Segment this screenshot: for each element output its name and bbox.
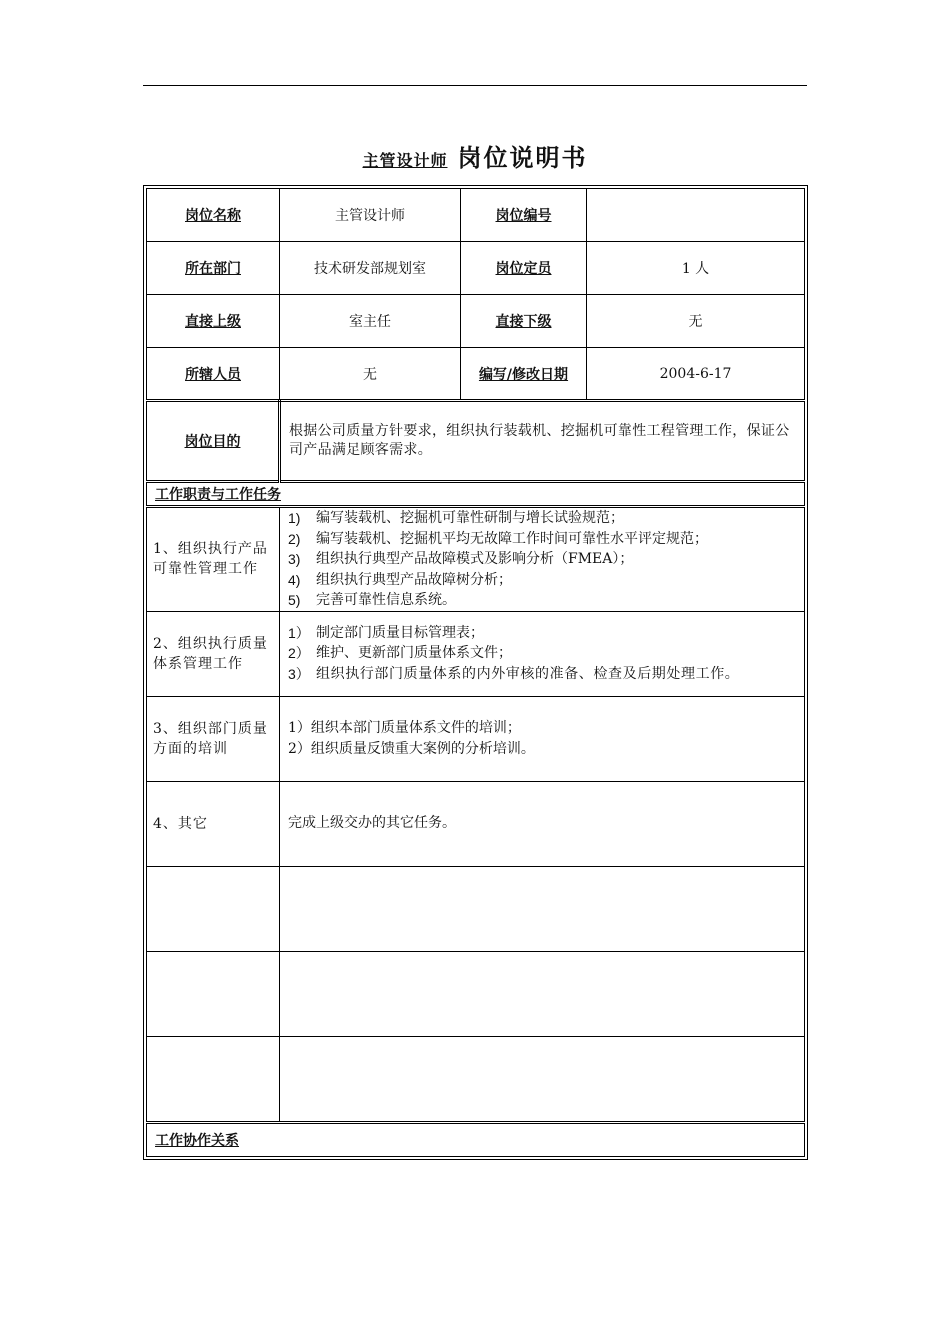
item-text: 编写装载机、挖掘机平均无故障工作时间可靠性水平评定规范； xyxy=(316,530,708,547)
duty-items xyxy=(280,781,805,866)
item-text: 编写装载机、挖掘机可靠性研制与增长试验规范； xyxy=(316,510,624,526)
duty-item xyxy=(288,529,796,550)
purpose-text: 根据公司质量方针要求，组织执行装载机、挖掘机可靠性工程管理工作，保证公司产品满足顾客需求。 xyxy=(280,401,805,482)
position-name-value: 主管设计师 xyxy=(280,189,461,242)
duty-row-2 xyxy=(147,611,805,696)
duty-row-4 xyxy=(147,781,805,866)
duty-title: 4、其它 xyxy=(147,781,280,866)
empty-cell xyxy=(280,866,805,951)
page-title xyxy=(0,138,950,173)
row-superior xyxy=(147,295,805,348)
duty-title: 2、组织执行质量体系管理工作 xyxy=(147,611,280,696)
position-code-value xyxy=(587,189,805,242)
item-number: 1） xyxy=(288,624,310,641)
item-number: 5) xyxy=(288,592,301,608)
staff-label: 所辖人员 xyxy=(147,348,280,401)
duty-line: 1）组织本部门质量体系文件的培训； xyxy=(288,719,521,736)
empty-cell xyxy=(147,951,280,1036)
item-text: 组织执行典型产品故障模式及影响分析（FMEA）； xyxy=(316,551,634,567)
duty-items xyxy=(280,696,805,781)
empty-cell xyxy=(147,866,280,951)
row-staff xyxy=(147,348,805,401)
duty-item xyxy=(288,664,796,685)
row-purpose xyxy=(147,401,805,482)
staff-value: 无 xyxy=(280,348,461,401)
item-text: 制定部门质量目标管理表； xyxy=(316,624,484,641)
headcount-value: 1 人 xyxy=(587,242,805,295)
duties-header: 工作职责与工作任务 xyxy=(147,482,805,507)
title-main: 岗位说明书 xyxy=(457,144,588,172)
collab-header: 工作协作关系 xyxy=(147,1122,805,1156)
duty-row-1 xyxy=(147,507,805,612)
item-number: 2) xyxy=(288,530,301,547)
row-department xyxy=(147,242,805,295)
duty-title: 3、组织部门质量方面的培训 xyxy=(147,696,280,781)
duty-item xyxy=(288,623,796,644)
headcount-label: 岗位定员 xyxy=(461,242,587,295)
superior-label: 直接上级 xyxy=(147,295,280,348)
department-value: 技术研发部规划室 xyxy=(280,242,461,295)
empty-row xyxy=(147,866,805,951)
subordinate-label: 直接下级 xyxy=(461,295,587,348)
duty-title: 1、组织执行产品可靠性管理工作 xyxy=(147,507,280,612)
date-label: 编写/修改日期 xyxy=(461,348,587,401)
empty-row xyxy=(147,1036,805,1122)
empty-cell xyxy=(280,1036,805,1122)
item-number: 3) xyxy=(288,551,301,567)
empty-row xyxy=(147,951,805,1036)
date-value: 2004-6-17 xyxy=(587,348,805,401)
item-text: 完善可靠性信息系统。 xyxy=(316,592,456,608)
row-collab-header xyxy=(147,1122,805,1156)
duty-item xyxy=(288,643,796,664)
job-description-table xyxy=(146,188,805,1157)
duty-line: 完成上级交办的其它任务。 xyxy=(288,815,456,831)
row-position xyxy=(147,189,805,242)
item-number: 1) xyxy=(288,510,301,526)
duty-item xyxy=(288,590,796,611)
duty-items xyxy=(280,507,805,612)
duty-item xyxy=(288,549,796,570)
empty-cell xyxy=(280,951,805,1036)
duty-item xyxy=(288,570,796,591)
purpose-label: 岗位目的 xyxy=(147,401,280,482)
title-prefix: 主管设计师 xyxy=(362,151,448,170)
position-name-label: 岗位名称 xyxy=(147,189,280,242)
item-number: 2） xyxy=(288,645,310,662)
item-text: 组织执行部门质量体系的内外审核的准备、检查及后期处理工作。 xyxy=(316,665,740,682)
duty-item xyxy=(288,508,796,529)
duty-line: 2）组织质量反馈重大案例的分析培训。 xyxy=(288,740,535,757)
duty-items xyxy=(280,611,805,696)
duty-row-3 xyxy=(147,696,805,781)
item-number: 4) xyxy=(288,571,301,588)
job-description-frame xyxy=(143,185,808,1160)
superior-value: 室主任 xyxy=(280,295,461,348)
item-text: 组织执行典型产品故障树分析； xyxy=(316,571,512,588)
empty-cell xyxy=(147,1036,280,1122)
position-code-label: 岗位编号 xyxy=(461,189,587,242)
subordinate-value: 无 xyxy=(587,295,805,348)
item-text: 维护、更新部门质量体系文件； xyxy=(316,645,512,662)
department-label: 所在部门 xyxy=(147,242,280,295)
item-number: 3） xyxy=(288,665,310,682)
header-rule xyxy=(143,85,807,86)
row-duties-header xyxy=(147,482,805,507)
